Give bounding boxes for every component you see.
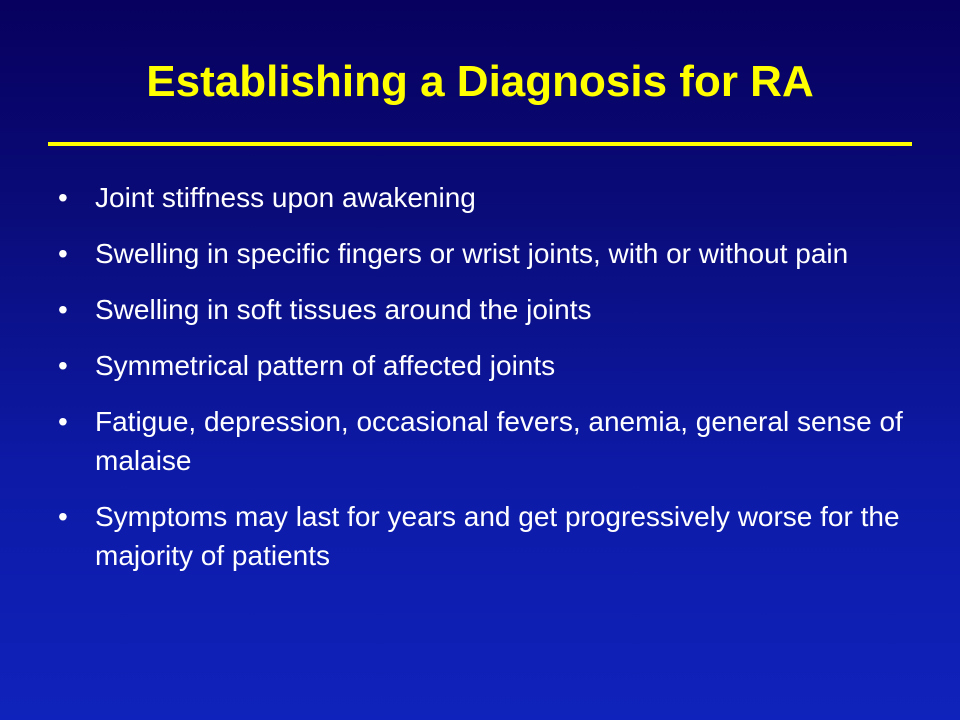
bullet-item xyxy=(58,290,918,329)
bullet-dot-icon: • xyxy=(58,182,68,213)
bullet-item xyxy=(58,234,918,273)
bullet-list xyxy=(58,178,918,592)
title-underline xyxy=(48,142,912,146)
bullet-text: Swelling in specific fingers or wrist joints, with or without pain xyxy=(95,238,849,269)
bullet-text: Fatigue, depression, occasional fevers, anemia, general sense of malaise xyxy=(95,406,903,476)
bullet-text: Joint stiffness upon awakening xyxy=(95,182,476,213)
bullet-item xyxy=(58,402,918,480)
bullet-text: Symptoms may last for years and get progressively worse for the majority of patients xyxy=(95,501,900,571)
bullet-dot-icon: • xyxy=(58,406,68,437)
bullet-text: Swelling in soft tissues around the joints xyxy=(95,294,592,325)
bullet-item xyxy=(58,346,918,385)
bullet-text: Symmetrical pattern of affected joints xyxy=(95,350,556,381)
slide-title: Establishing a Diagnosis for RA xyxy=(146,57,814,106)
bullet-dot-icon: • xyxy=(58,238,68,269)
bullet-dot-icon: • xyxy=(58,350,68,381)
bullet-item xyxy=(58,178,918,217)
bullet-item xyxy=(58,497,918,575)
bullet-dot-icon: • xyxy=(58,501,68,532)
bullet-dot-icon: • xyxy=(58,294,68,325)
